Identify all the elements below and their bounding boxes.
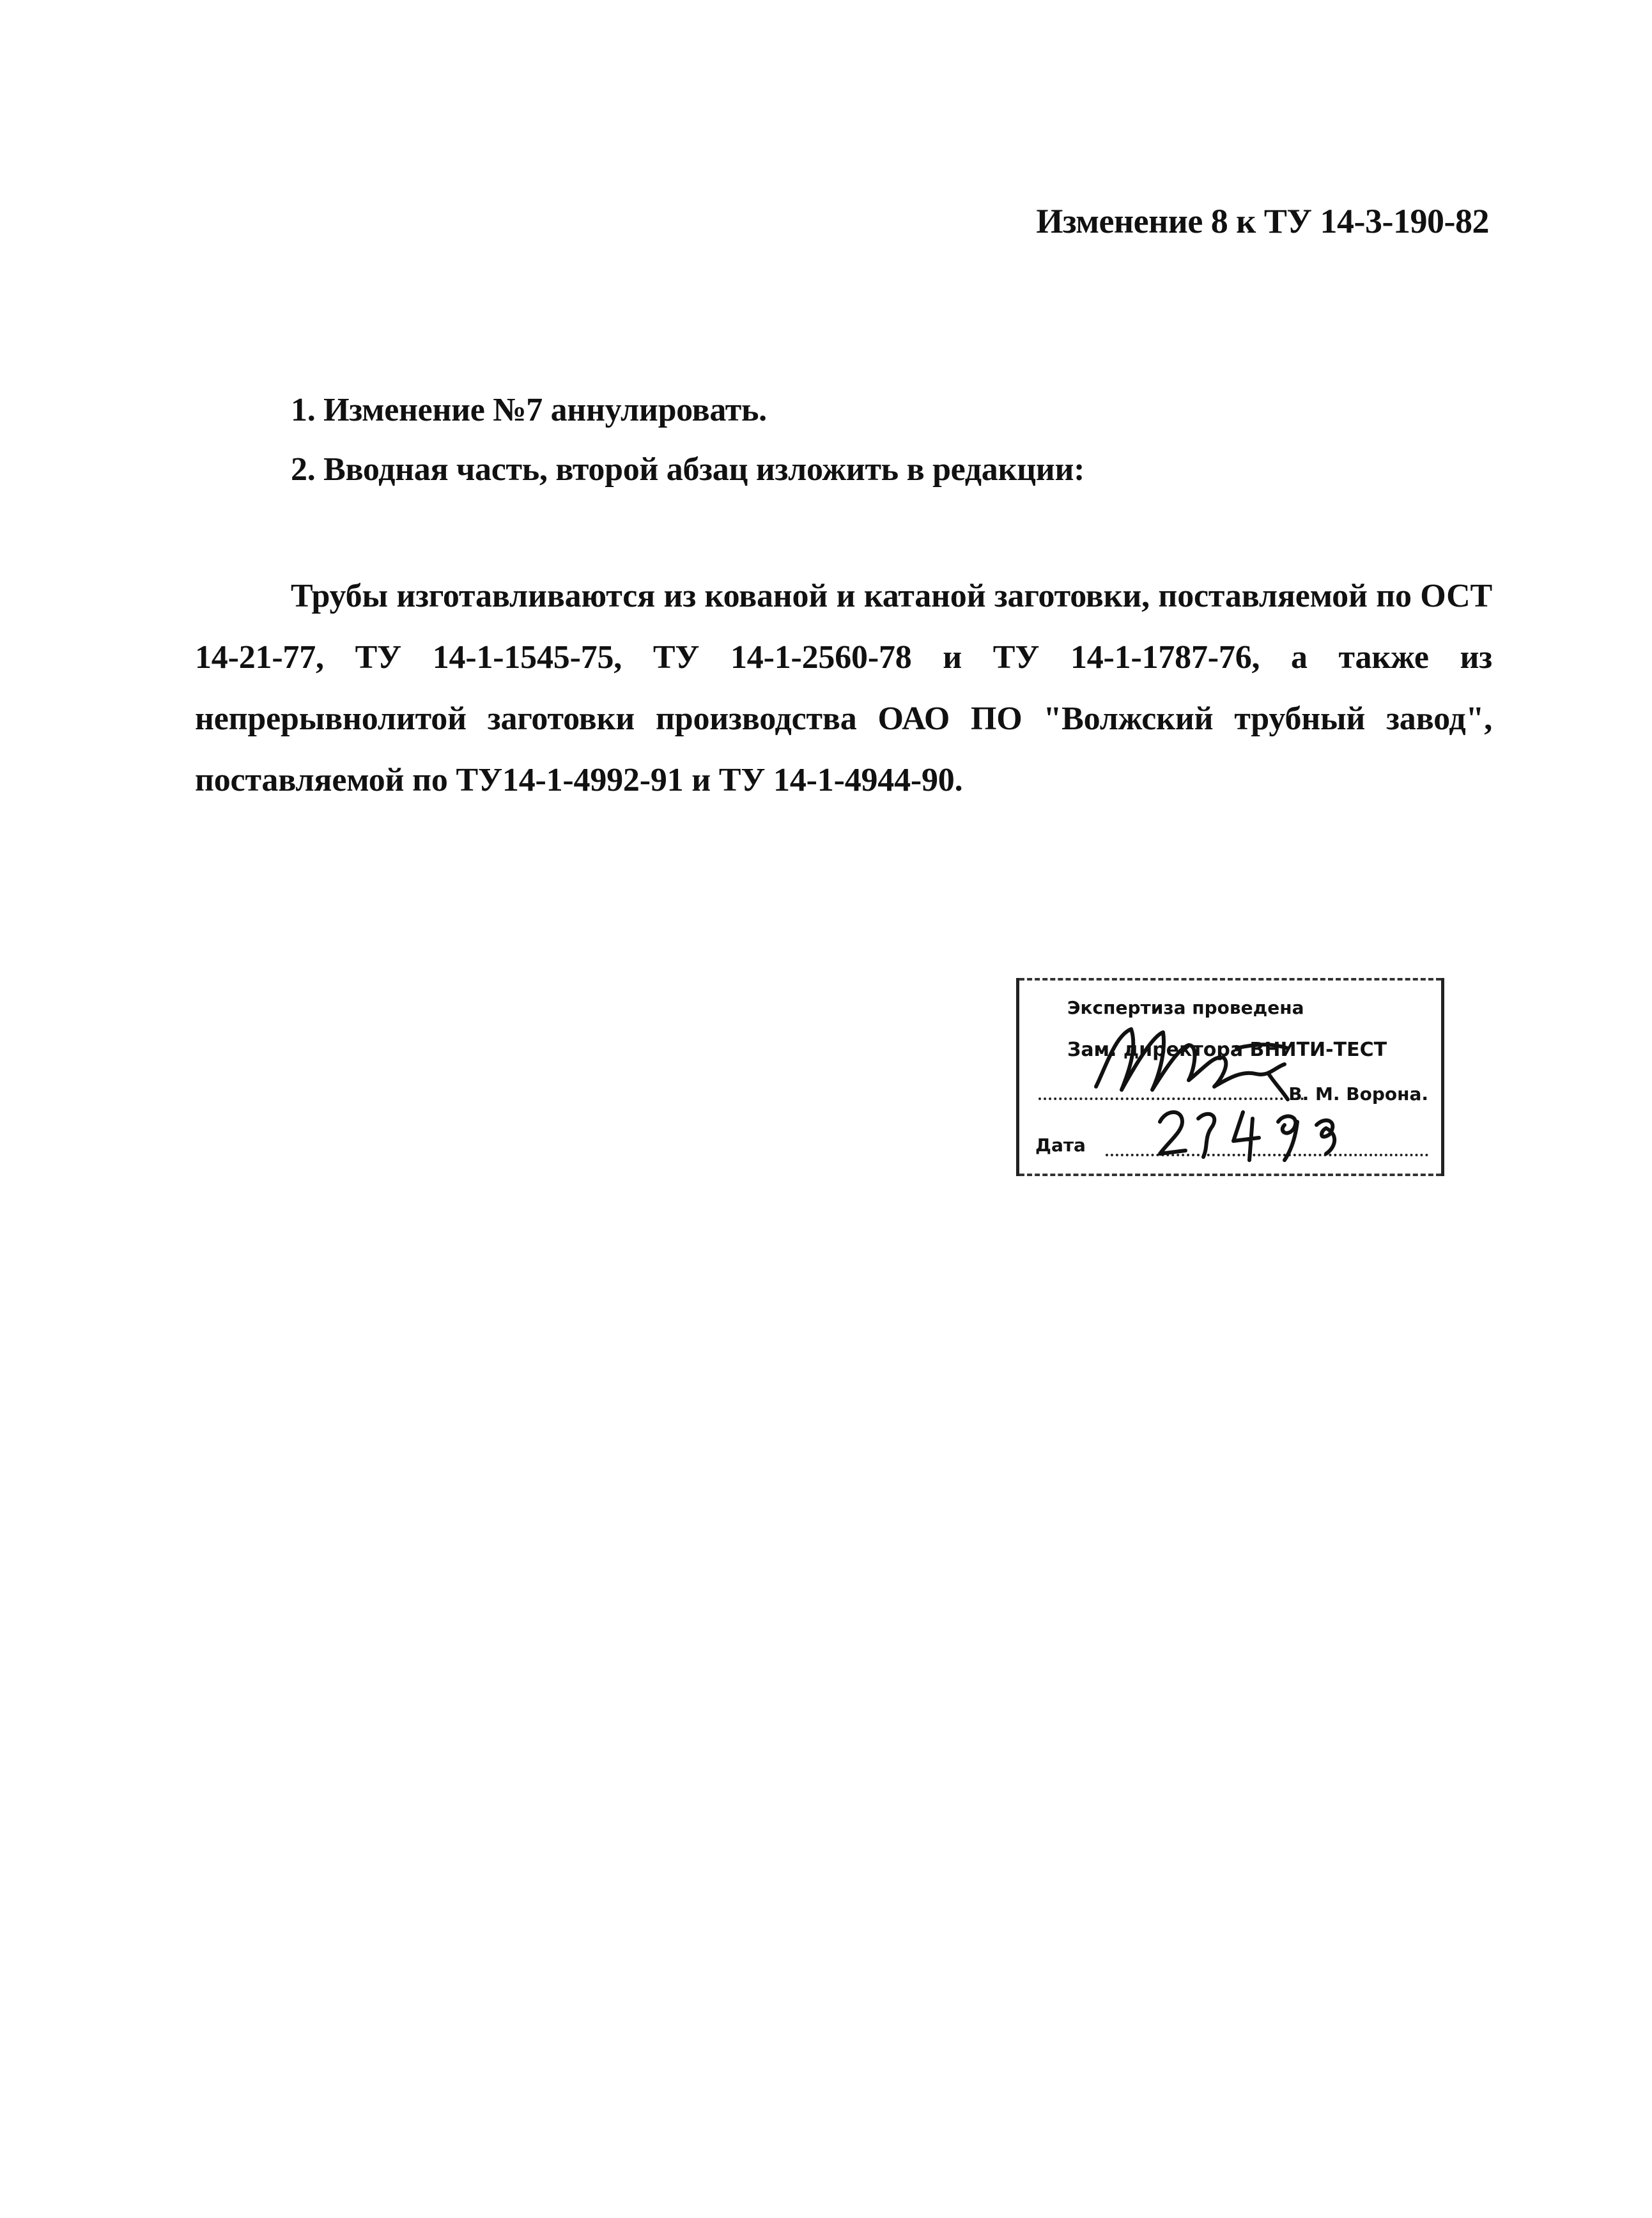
stamp-expertise-text: Экспертиза проведена (1067, 997, 1304, 1018)
stamp-top-border (1019, 978, 1441, 981)
body-line-2: 14-21-77, ТУ 14-1-1545-75, ТУ 14-1-2560-78 и ТУ 14-1-1787-76, а также из (195, 639, 1492, 676)
body-paragraph (195, 566, 1492, 811)
handwritten-date (1147, 1087, 1358, 1163)
document-title: Изменение 8 к ТУ 14-3-190-82 (1036, 202, 1489, 240)
body-line-4: поставляемой по ТУ14-1-4992-91 и ТУ 14-1-4944-90. (195, 762, 963, 798)
body-line-1: Трубы изготавливаются из кованой и катаной заготовки, поставляемой по ОСТ (291, 578, 1492, 614)
stamp-position-text: Зам. директора ВНИТИ-ТЕСТ (1067, 1039, 1387, 1061)
stamp-signatory-name: В. М. Ворона. (1288, 1083, 1428, 1105)
stamp-bottom-border (1019, 1174, 1441, 1176)
approval-stamp (1016, 978, 1444, 1176)
body-line-3: непрерывнолитой заготовки производства ОАО ПО "Волжский трубный завод", (195, 701, 1492, 737)
list-item-1: 1. Изменение №7 аннулировать. (291, 392, 767, 428)
list-item-2: 2. Вводная часть, второй абзац изложить в редакции: (291, 451, 1085, 488)
stamp-date-label: Дата (1035, 1135, 1086, 1156)
